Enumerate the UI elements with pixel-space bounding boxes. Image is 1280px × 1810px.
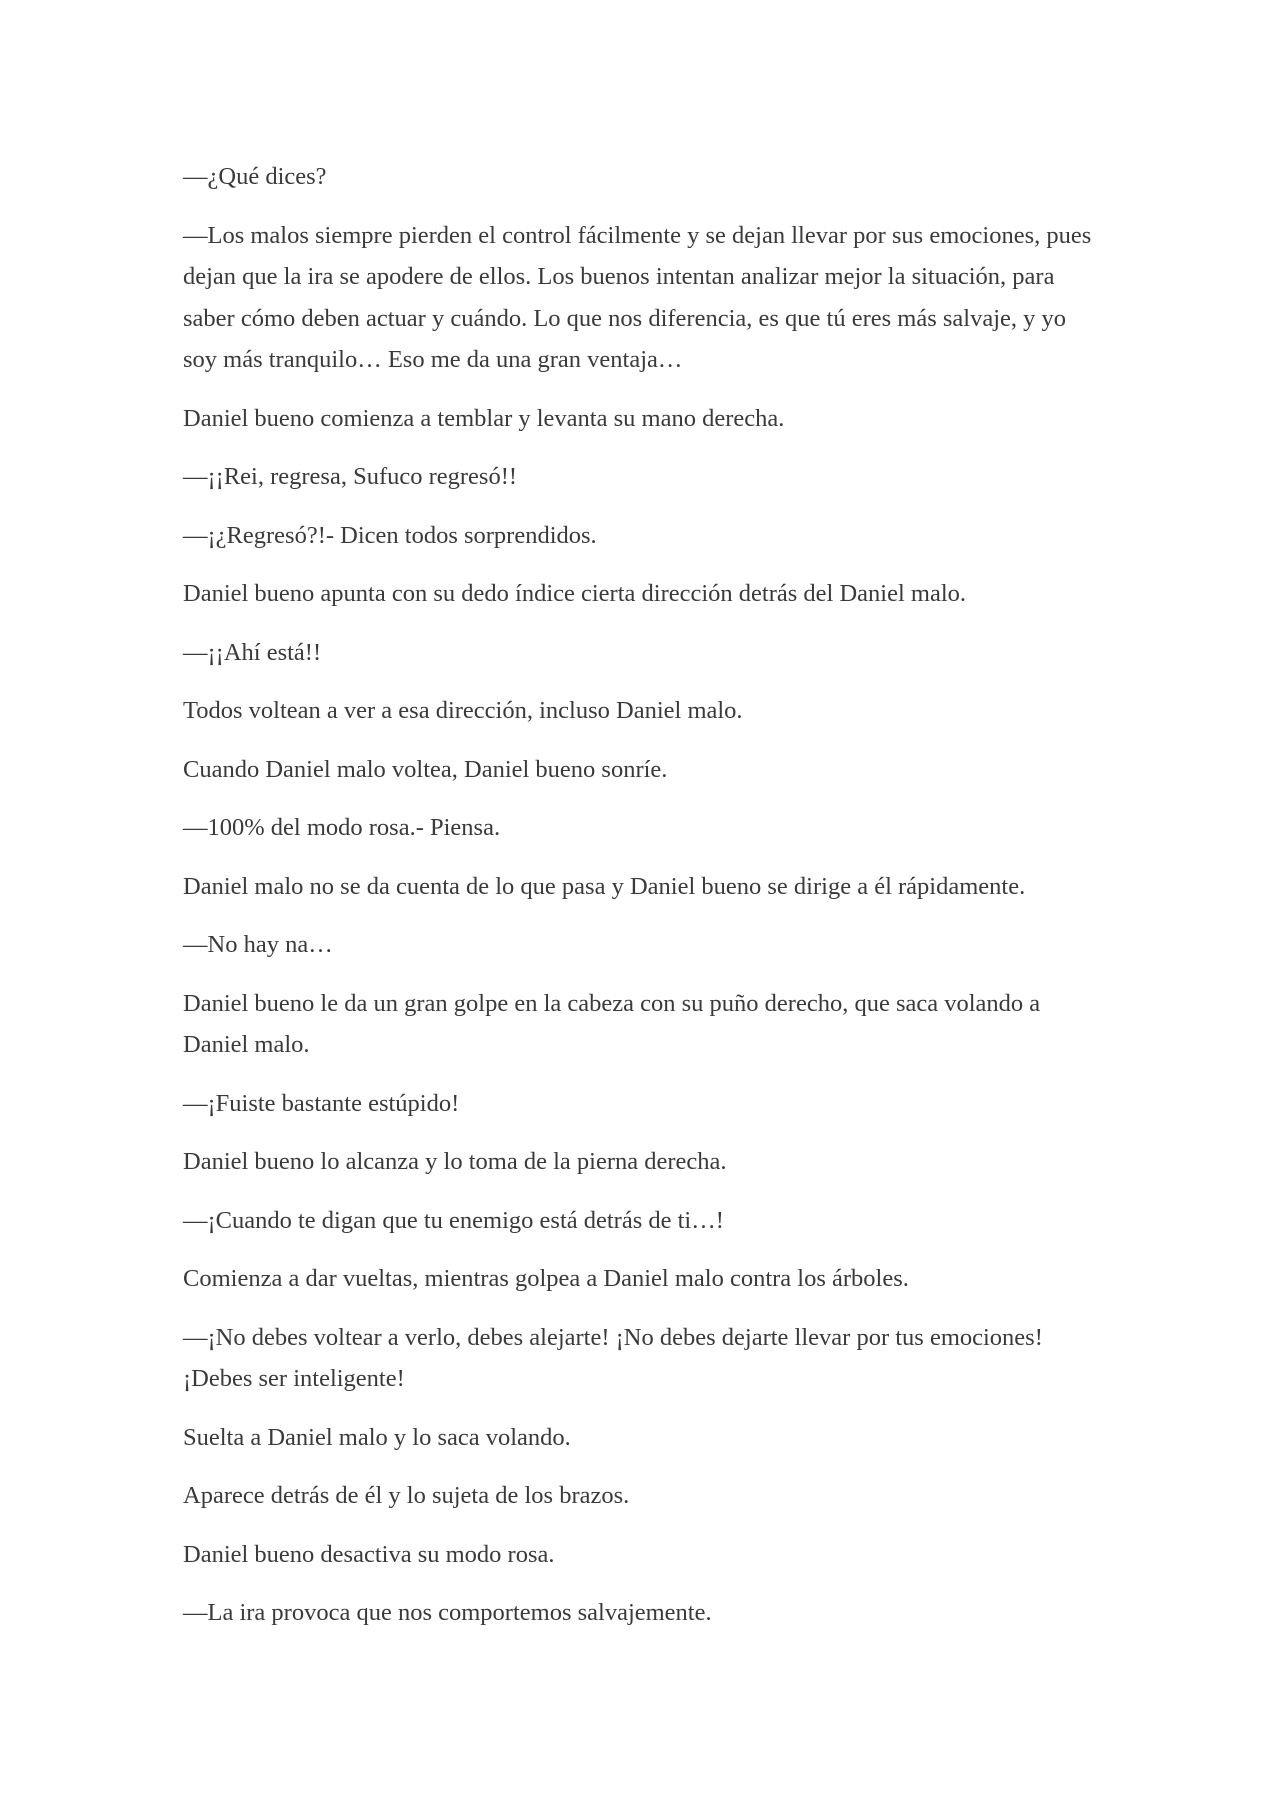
paragraph: —¡¡Ahí está!!: [183, 638, 322, 666]
paragraph: —¿Qué dices?: [183, 163, 327, 190]
paragraph: Aparece detrás de él y lo sujeta de los brazos.: [183, 1482, 630, 1509]
paragraph: —¡Fuiste bastante estúpido!: [183, 1089, 460, 1117]
paragraph: Cuando Daniel malo voltea, Daniel bueno sonríe.: [183, 755, 668, 783]
paragraph: Comienza a dar vueltas, mientras golpea a Daniel malo contra los árboles.: [183, 1265, 909, 1292]
paragraph: —No hay na…: [183, 931, 333, 958]
paragraph: —¡No debes voltear a verlo, debes alejarte! ¡No debes dejarte llevar por tus emociones! ¡Debes ser inteligente!: [183, 1323, 1043, 1392]
paragraph: Daniel bueno comienza a temblar y levanta su mano derecha.: [183, 404, 785, 432]
paragraph: Suelta a Daniel malo y lo saca volando.: [183, 1423, 571, 1451]
paragraph: —La ira provoca que nos comportemos salvajemente.: [183, 1599, 712, 1626]
paragraph: Daniel bueno desactiva su modo rosa.: [183, 1540, 555, 1568]
paragraph: Daniel bueno lo alcanza y lo toma de la pierna derecha.: [183, 1148, 727, 1175]
paragraph: Daniel bueno apunta con su dedo índice cierta dirección detrás del Daniel malo.: [183, 580, 967, 607]
paragraph: —100% del modo rosa.- Piensa.: [183, 814, 501, 841]
paragraph: —Los malos siempre pierden el control fácilmente y se dejan llevar por sus emociones, pues dejan que la ira se apodere de ellos. Los buenos intentan analizar mejor la situación, para saber cómo deben actuar y cuándo. Lo que nos diferencia, es que tú eres más salvaje, y yo soy más tranquilo… Eso me da una gran ventaja…: [183, 221, 1092, 373]
paragraph: —¡Cuando te digan que tu enemigo está detrás de ti…!: [183, 1206, 724, 1234]
paragraph: Daniel bueno le da un gran golpe en la cabeza con su puño derecho, que saca volando a Daniel malo.: [183, 989, 1041, 1058]
paragraph: Daniel malo no se da cuenta de lo que pasa y Daniel bueno se dirige a él rápidamente.: [183, 872, 1026, 900]
paragraph: —¡¡Rei, regresa, Sufuco regresó!!: [183, 463, 518, 490]
document-body: [183, 156, 1098, 1651]
paragraph: Todos voltean a ver a esa dirección, incluso Daniel malo.: [183, 697, 743, 724]
paragraph: —¡¿Regresó?!- Dicen todos sorprendidos.: [183, 521, 597, 549]
